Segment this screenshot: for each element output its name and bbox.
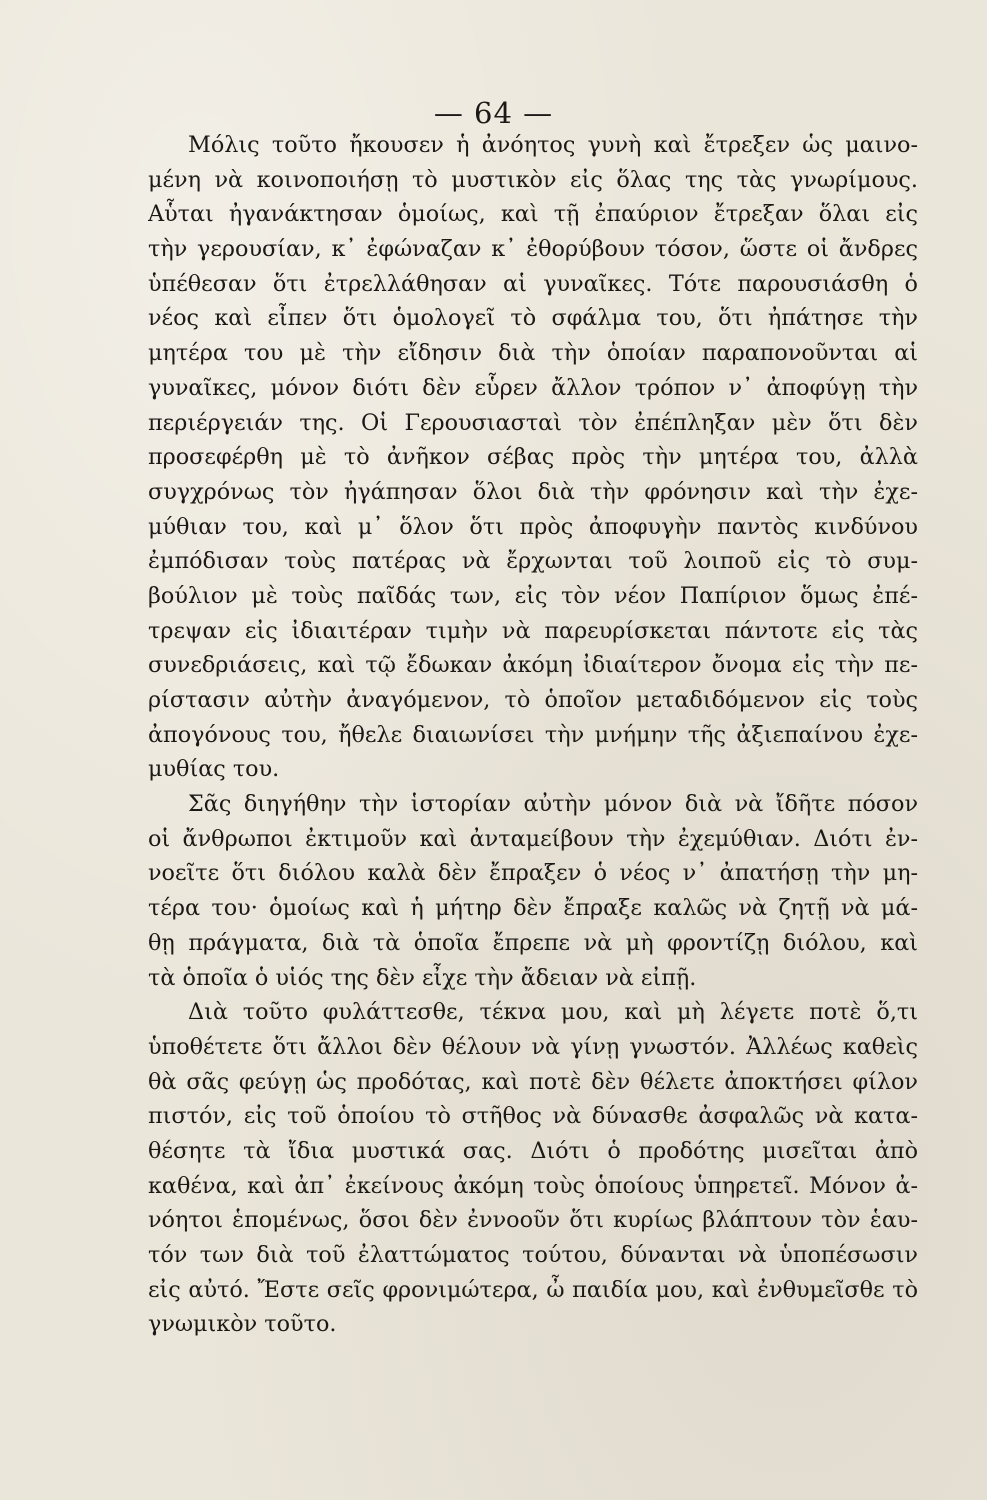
text-line: τὴν γερουσίαν, κ᾽ ἐφώναζαν κ᾽ ἐθορύβουν τόσον, ὥστε οἱ ἄνδρες: [148, 236, 918, 263]
text-line: ἐμπόδισαν τοὺς πατέρας νὰ ἔρχωνται τοῦ λοιποῦ εἰς τὸ συμ-: [148, 548, 918, 575]
text-line: θῃ πράγματα, διὰ τὰ ὁποῖα ἔπρεπε νὰ μὴ φροντίζῃ διόλου, καὶ: [148, 929, 918, 956]
text-line: τὰ ὁποῖα ὁ υἱός της δὲν εἶχε τὴν ἄδειαν νὰ εἰπῇ.: [148, 964, 697, 991]
text-line: Μόλις τοῦτο ἤκουσεν ἡ ἀνόητος γυνὴ καὶ ἔτρεξεν ὡς μαινο-: [188, 132, 918, 158]
text-line: γνωμικὸν τοῦτο.: [148, 1311, 337, 1338]
text-line: πιστόν, εἰς τοῦ ὁποίου τὸ στῆθος νὰ δύνασθε ἀσφαλῶς νὰ κατα-: [148, 1103, 918, 1130]
text-line: προσεφέρθη μὲ τὸ ἀνῆκον σέβας πρὸς τὴν μητέρα του, ἀλλὰ: [148, 444, 918, 471]
text-line: Αὗται ἠγανάκτησαν ὁμοίως, καὶ τῇ ἐπαύριον ἔτρεξαν ὅλαι εἰς: [148, 201, 918, 228]
text-line: τρεψαν εἰς ἰδιαιτέραν τιμὴν νὰ παρευρίσκεται πάντοτε εἰς τὰς: [148, 617, 918, 644]
text-line: τόν των διὰ τοῦ ἐλαττώματος τούτου, δύνανται νὰ ὑποπέσωσιν: [148, 1242, 918, 1268]
text-line: μητέρα του μὲ τὴν εἴδησιν διὰ τὴν ὁποίαν παραπονοῦνται αἱ: [148, 340, 918, 367]
text-line: ρίστασιν αὐτὴν ἀναγόμενον, τὸ ὁποῖον μεταδιδόμενον εἰς τοὺς: [148, 687, 918, 713]
text-line: θὰ σᾶς φεύγῃ ὡς προδότας, καὶ ποτὲ δὲν θέλετε ἀποκτήσει φίλον: [148, 1068, 918, 1095]
text-line: καθένα, καὶ ἀπ᾽ ἐκείνους ἀκόμη τοὺς ὁποίους ὑπηρετεῖ. Μόνον ἀ-: [148, 1172, 918, 1199]
text-line: μένη νὰ κοινοποιήσῃ τὸ μυστικὸν εἰς ὅλας της τὰς γνωρίμους.: [148, 166, 918, 193]
text-line: νόητοι ἑπομένως, ὅσοι δὲν ἐννοοῦν ὅτι κυρίως βλάπτουν τὸν ἑαυ-: [148, 1207, 918, 1234]
text-line: περιέργειάν της. Οἱ Γερουσιασταὶ τὸν ἐπέπληξαν μὲν ὅτι δὲν: [148, 409, 918, 436]
text-line: νοεῖτε ὅτι διόλου καλὰ δὲν ἔπραξεν ὁ νέος ν᾽ ἀπατήσῃ τὴν μη-: [148, 860, 918, 887]
text-line: μυθίας του.: [148, 756, 280, 783]
text-line: τέρα του· ὁμοίως καὶ ἡ μήτηρ δὲν ἔπραξε καλῶς νὰ ζητῇ νὰ μά-: [148, 895, 918, 922]
text-line: συγχρόνως τὸν ἠγάπησαν ὅλοι διὰ τὴν φρόνησιν καὶ τὴν ἐχε-: [148, 478, 918, 505]
text-line: συνεδριάσεις, καὶ τῷ ἔδωκαν ἀκόμη ἰδιαίτερον ὄνομα εἰς τὴν πε-: [148, 652, 918, 679]
text-line: γυναῖκες, μόνον διότι δὲν εὗρεν ἄλλον τρόπον ν᾽ ἀποφύγῃ τὴν: [148, 374, 918, 401]
text-line: ὑπέθεσαν ὅτι ἐτρελλάθησαν αἱ γυναῖκες. Τότε παρουσιάσθη ὁ: [148, 270, 918, 297]
text-line: εἰς αὐτό. Ἔστε σεῖς φρονιμώτερα, ὦ παιδία μου, καὶ ἐνθυμεῖσθε τὸ: [148, 1276, 918, 1303]
page-number: — 64 —: [433, 96, 554, 130]
text-line: ἀπογόνους του, ἤθελε διαιωνίσει τὴν μνήμην τῆς ἀξιεπαίνου ἐχε-: [148, 721, 918, 748]
body-text: [148, 128, 918, 1342]
text-line: βούλιον μὲ τοὺς παῖδάς των, εἰς τὸν νέον Παπίριον ὅμως ἐπέ-: [148, 582, 918, 609]
text-line: Διὰ τοῦτο φυλάττεσθε, τέκνα μου, καὶ μὴ λέγετε ποτὲ ὅ,τι: [188, 999, 918, 1026]
text-line: μύθιαν του, καὶ μ᾽ ὅλον ὅτι πρὸς ἀποφυγὴν παντὸς κινδύνου: [148, 513, 918, 540]
text-line: οἱ ἄνθρωποι ἐκτιμοῦν καὶ ἀνταμείβουν τὴν ἐχεμύθιαν. Διότι ἐν-: [148, 825, 918, 852]
text-line: Σᾶς διηγήθην τὴν ἱστορίαν αὐτὴν μόνον διὰ νὰ ἴδῆτε πόσον: [188, 791, 918, 818]
text-line: θέσητε τὰ ἴδια μυστικά σας. Διότι ὁ προδότης μισεῖται ἀπὸ: [148, 1137, 918, 1164]
text-line: ὑποθέτετε ὅτι ἄλλοι δὲν θέλουν νὰ γίνῃ γνωστόν. Ἀλλέως καθεὶς: [148, 1033, 918, 1060]
text-line: νέος καὶ εἶπεν ὅτι ὁμολογεῖ τὸ σφάλμα του, ὅτι ἠπάτησε τὴν: [148, 305, 918, 332]
